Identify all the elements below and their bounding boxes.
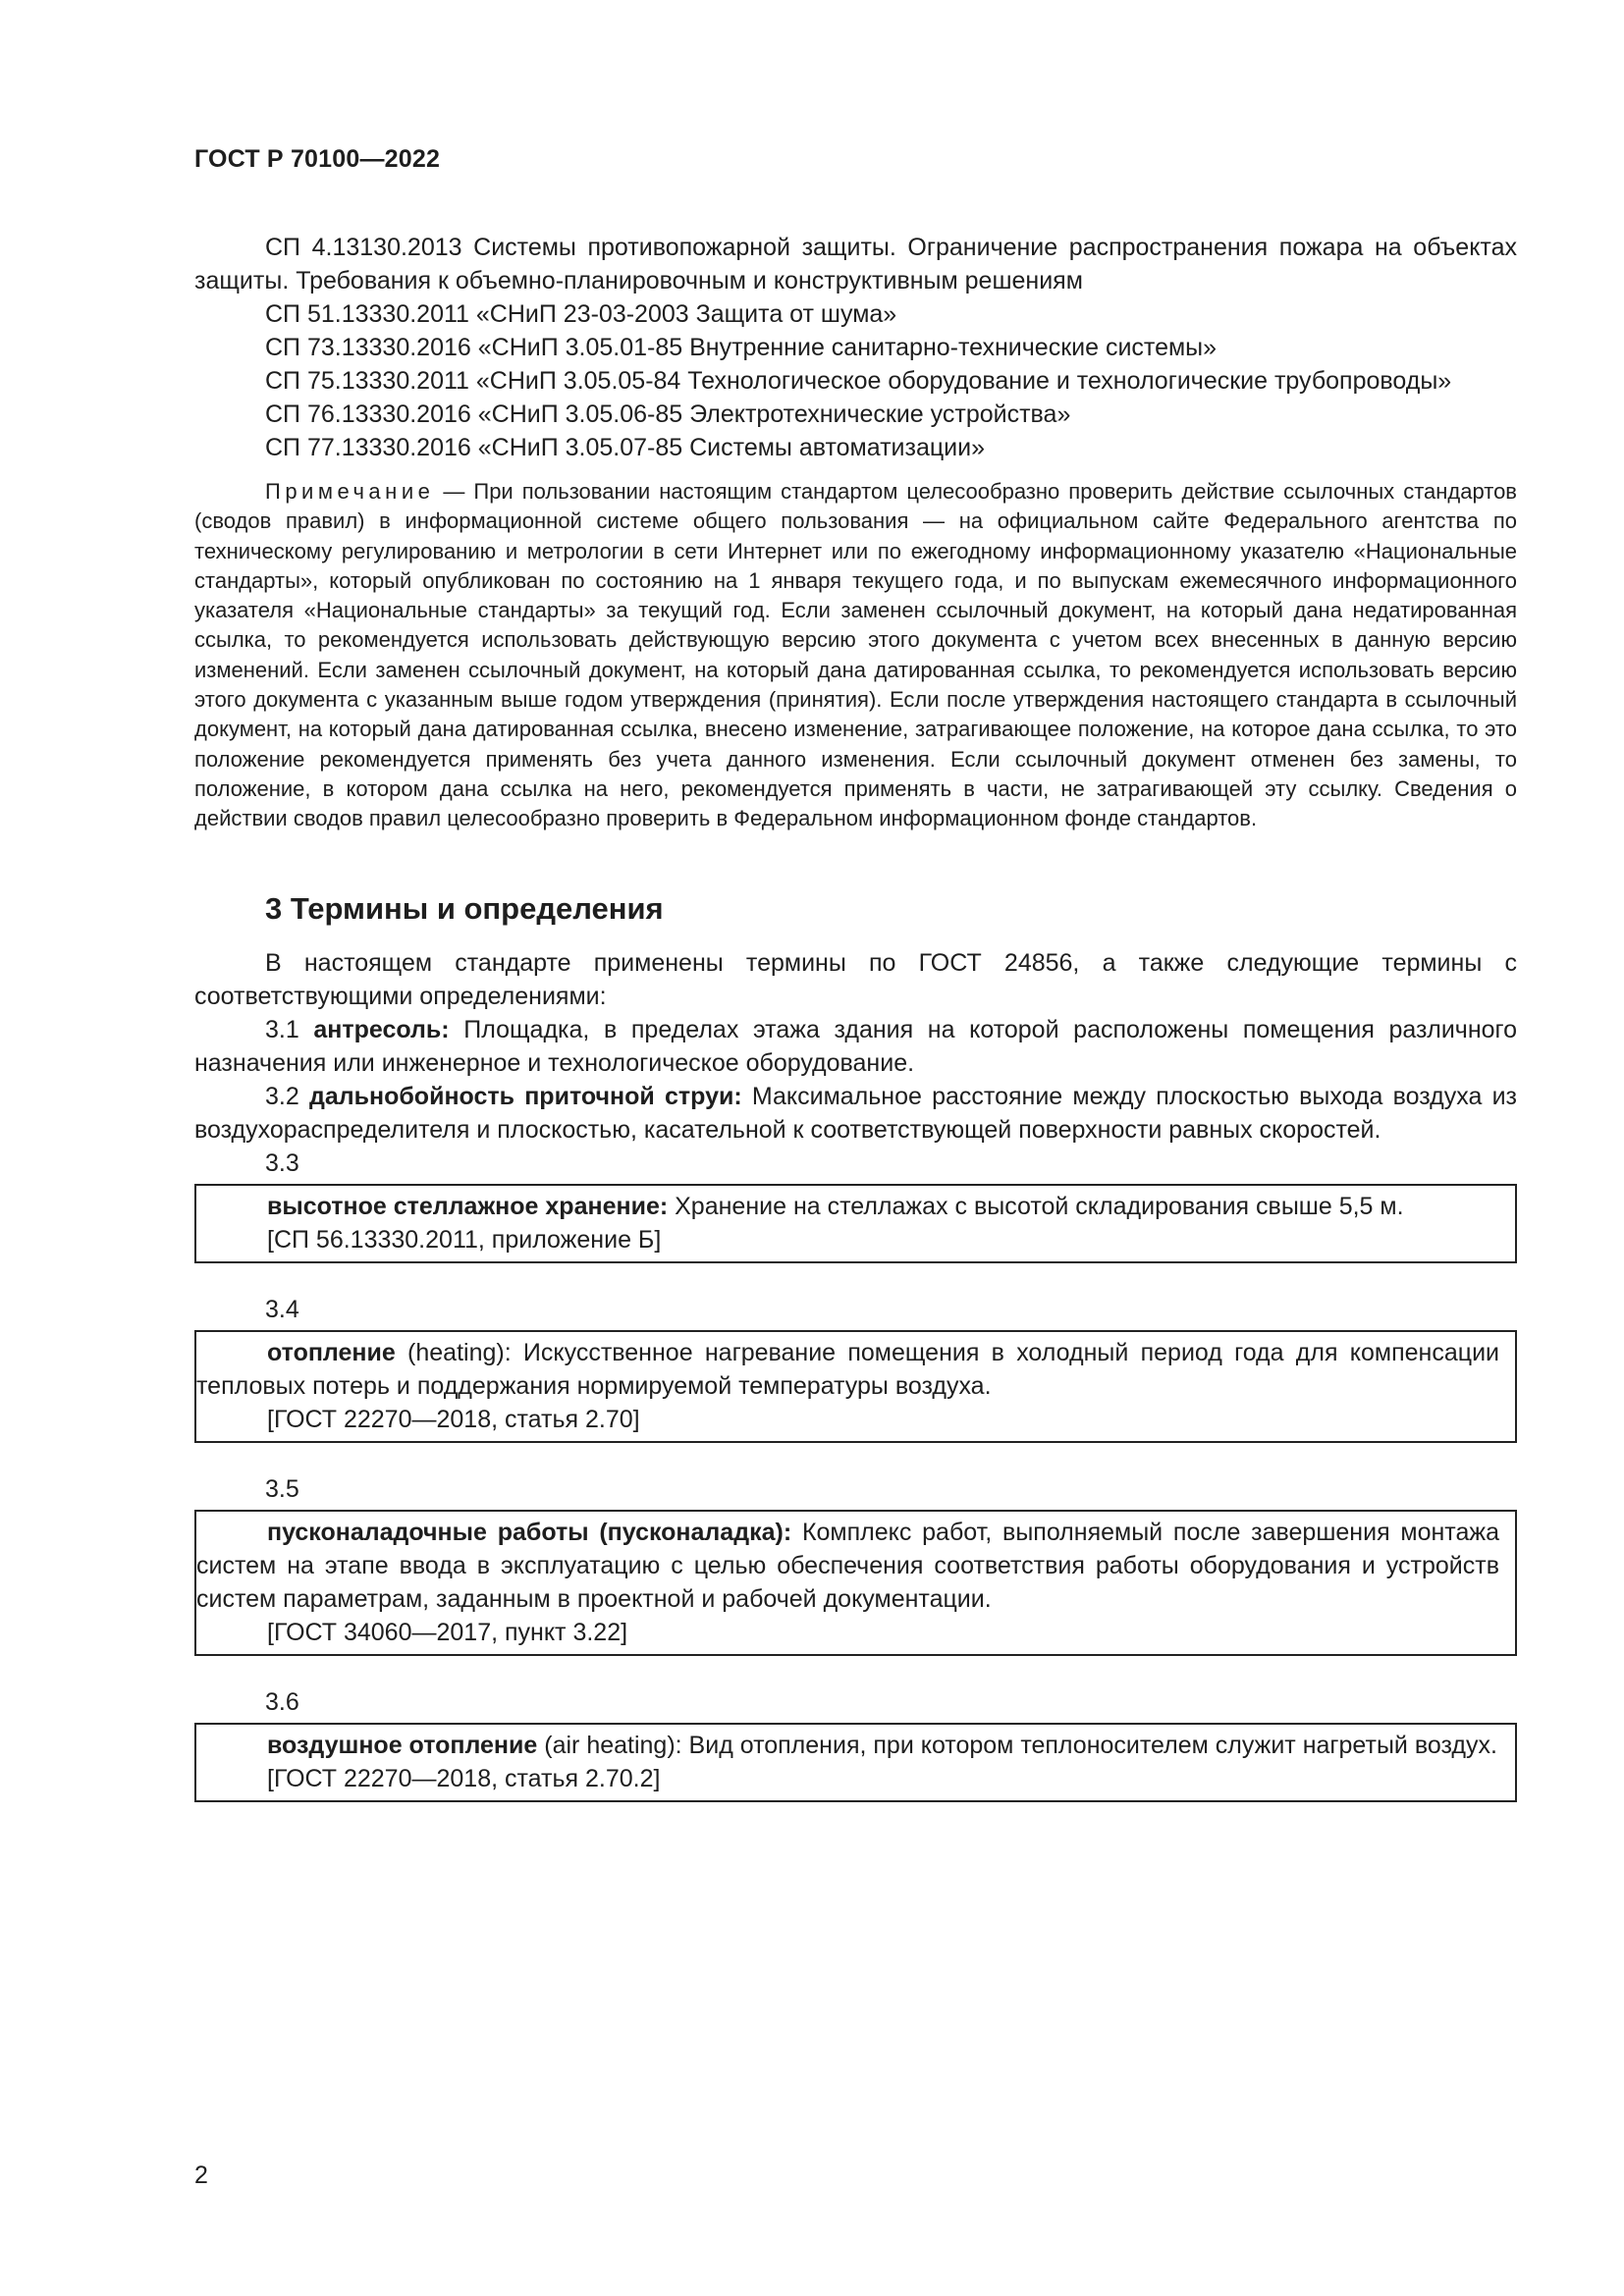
- note-text: — При пользовании настоящим стандартом целесообразно проверить действие ссылочных стандартов (сводов правил) в информационной системе общего пользования — на официальном сайте Федерального агентства по техническому регулированию и метрологии в сети Интернет или по ежегодному информационному указателю «Национальные стандарты», который опубликован по состоянию на 1 января текущего года, и по выпускам ежемесячного информационного указателя «Национальные стандарты» за текущий год. Если заменен ссылочный документ, на который дана недатированная ссылка, то рекомендуется использовать действующую версию этого документа с учетом всех внесенных в данную версию изменений. Если заменен ссылочный документ, на который дана датированная ссылка, то рекомендуется использовать версию этого документа с указанным выше годом утверждения (принятия). Если после утверждения настоящего стандарта в ссылочный документ, на который дана датированная ссылка, внесено изменение, затрагивающее положение, на которое дана ссылка, то это положение рекомендуется применять без учета данного изменения. Если ссылочный документ отменен без замены, то положение, в котором дана ссылка на него, рекомендуется применять в части, не затрагивающей эту ссылку. Сведения о действии сводов правил целесообразно проверить в Федеральном информационном фонде стандартов.: [194, 479, 1517, 831]
- reference-list: [194, 231, 1517, 464]
- term-number-3-3: 3.3: [265, 1148, 299, 1177]
- reference-item: СП 75.13330.2011 «СНиП 3.05.05-84 Технологическое оборудование и технологические трубопроводы»: [265, 367, 1452, 395]
- section-title: 3 Термины и определения: [265, 890, 664, 926]
- term-box-3-6: [194, 1723, 1517, 1802]
- reference-item: СП 51.13330.2011 «СНиП 23-03-2003 Защита от шума»: [265, 300, 897, 328]
- term-definition: (heating): Искусственное нагревание помещения в холодный период года для компенсации тепловых потерь и поддержания нормируемой температуры воздуха.: [196, 1338, 1499, 1400]
- term-definition: Максимальное расстояние между плоскостью выхода воздуха из воздухораспределителя и плоскостью, касательной к соответствующей поверхности равных скоростей.: [194, 1082, 1518, 1144]
- term-box-3-4: [194, 1330, 1517, 1443]
- term-definition: (air heating): Вид отопления, при котором теплоносителем служит нагретый воздух.: [537, 1731, 1497, 1759]
- term-name: отопление: [267, 1338, 396, 1366]
- term-source: [ГОСТ 34060—2017, пункт 3.22]: [267, 1618, 628, 1646]
- term-number-3-4: 3.4: [265, 1295, 299, 1323]
- term-source: [ГОСТ 22270—2018, статья 2.70.2]: [267, 1764, 661, 1792]
- term-name: дальнобойность приточной струи:: [308, 1082, 742, 1110]
- reference-item: СП 77.13330.2016 «СНиП 3.05.07-85 Системы автоматизации»: [265, 434, 986, 461]
- reference-item: СП 4.13130.2013 Системы противопожарной защиты. Ограничение распространения пожара на объектах защиты. Требования к объемно-планировочным и конструктивным решениям: [194, 234, 1517, 294]
- term-name: антресоль:: [313, 1015, 450, 1043]
- term-number: 3.2: [265, 1082, 309, 1110]
- term-number-3-6: 3.6: [265, 1687, 299, 1716]
- page-number: 2: [194, 2162, 208, 2189]
- reference-item: СП 76.13330.2016 «СНиП 3.05.06-85 Электротехнические устройства»: [265, 400, 1071, 428]
- term-definition: Комплекс работ, выполняемый после завершения монтажа систем на этапе ввода в эксплуатацию с целью обеспечения соответствия работы оборудования и устройств систем параметрам, заданным в проектной и рабочей документации.: [196, 1518, 1499, 1613]
- document-header: ГОСТ Р 70100—2022: [194, 145, 441, 173]
- term-name: воздушное отопление: [267, 1731, 538, 1759]
- term-number-3-5: 3.5: [265, 1474, 299, 1503]
- reference-item: СП 73.13330.2016 «СНиП 3.05.01-85 Внутренние санитарно-технические системы»: [265, 334, 1218, 361]
- term-name: пусконаладочные работы (пусконаладка):: [267, 1518, 792, 1546]
- term-name: высотное стеллажное хранение:: [267, 1192, 669, 1220]
- document-page: [194, 145, 1517, 1802]
- note-label: Примечание: [265, 479, 435, 504]
- term-definition: Площадка, в пределах этажа здания на которой расположены помещения различного назначения или инженерное и технологическое оборудование.: [194, 1015, 1517, 1077]
- term-source: [СП 56.13330.2011, приложение Б]: [267, 1225, 662, 1254]
- term-box-3-5: [194, 1510, 1517, 1656]
- section-body: [194, 946, 1517, 1802]
- section-intro: В настоящем стандарте применены термины по ГОСТ 24856, а также следующие термины с соответствующими определениями:: [194, 948, 1517, 1010]
- term-3-1: [194, 1013, 1517, 1080]
- term-entry: [196, 1190, 1499, 1223]
- term-3-2: [194, 1080, 1517, 1147]
- term-entry: [196, 1336, 1499, 1403]
- term-definition: Хранение на стеллажах с высотой складирования свыше 5,5 м.: [668, 1192, 1404, 1220]
- term-entry: [196, 1516, 1499, 1616]
- term-box-3-3: [194, 1184, 1517, 1263]
- note-paragraph: [194, 477, 1517, 834]
- term-source: [ГОСТ 22270—2018, статья 2.70]: [267, 1405, 640, 1433]
- term-entry: [196, 1729, 1499, 1762]
- term-number: 3.1: [265, 1015, 314, 1043]
